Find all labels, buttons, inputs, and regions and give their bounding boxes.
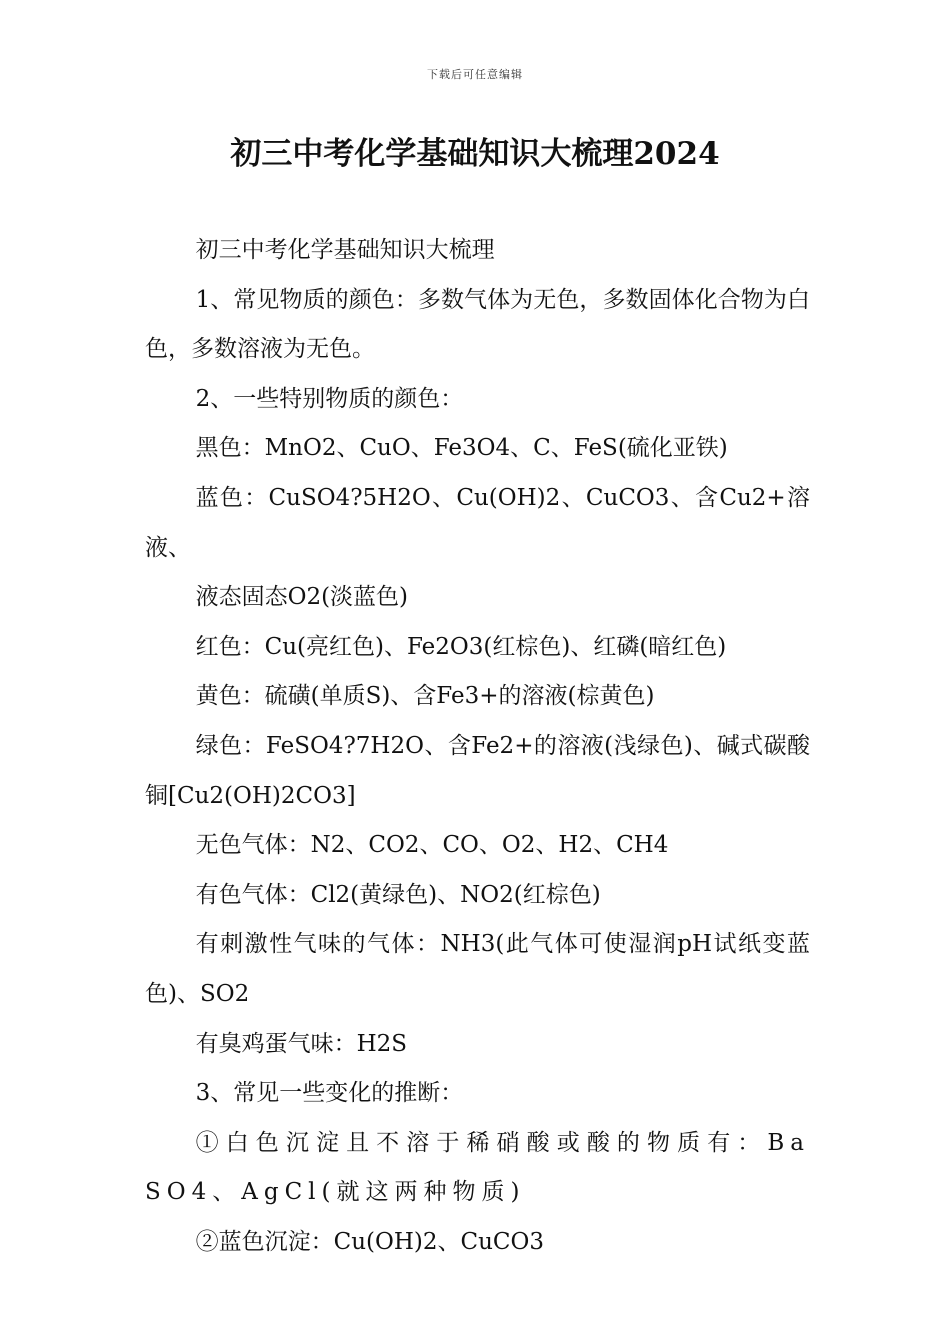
header-note: 下载后可任意编辑 [427, 68, 523, 81]
paragraph: 3、常见一些变化的推断： [195, 1080, 464, 1107]
paragraph: ②蓝色沉淀：Cu(OH)2、CuCO3 [195, 1228, 544, 1255]
paragraph: 红色：Cu(亮红色)、Fe2O3(红棕色)、红磷(暗红色) [195, 633, 727, 660]
paragraph: 蓝色：CuSO4?5H2O、Cu(OH)2、CuCO3、含Cu2+溶液、 [145, 484, 810, 561]
paragraph: 有色气体：Cl2(黄绿色)、NO2(红棕色) [195, 881, 601, 908]
paragraph: 液态固态O2(淡蓝色) [195, 584, 409, 611]
paragraph: 有刺激性气味的气体：NH3(此气体可使湿润pH试纸变蓝色)、SO2 [145, 931, 810, 1007]
paragraph: 无色气体：N2、CO2、CO、O2、H2、CH4 [195, 832, 669, 859]
paragraph: 初三中考化学基础知识大梳理 [195, 237, 495, 263]
paragraph: 黄色：硫磺(单质S)、含Fe3+的溶液(棕黄色) [195, 683, 655, 710]
paragraph: 绿色：FeSO4?7H2O、含Fe2+的溶液(浅绿色)、碱式碳酸铜[Cu2(OH)2CO3] [145, 732, 810, 809]
paragraph: 2、一些特别物质的颜色： [195, 385, 464, 412]
paragraph: 黑色：MnO2、CuO、Fe3O4、C、FeS(硫化亚铁) [195, 435, 728, 462]
paragraph: ①白色沉淀且不溶于稀硝酸或酸的物质有：BaSO4、AgCl(就这两种物质) [145, 1129, 810, 1206]
document-body [145, 226, 810, 1267]
paragraph: 有臭鸡蛋气味：H2S [195, 1030, 408, 1057]
paragraph: 1、常见物质的颜色：多数气体为无色，多数固体化合物为白色，多数溶液为无色。 [145, 286, 810, 363]
document-title: 初三中考化学基础知识大梳理2024 [230, 136, 720, 172]
